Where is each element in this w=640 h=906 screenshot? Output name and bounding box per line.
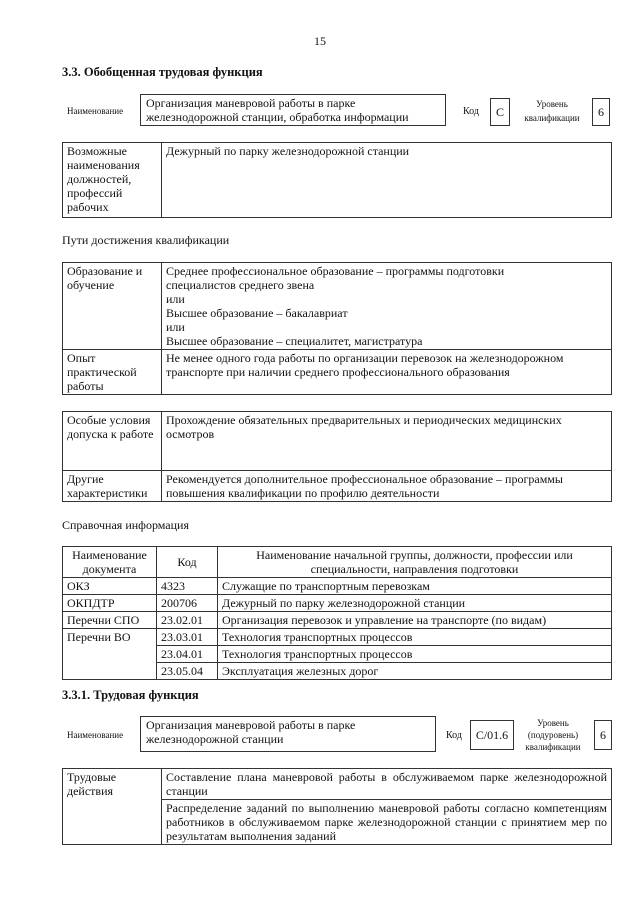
ref-doc: ОКЗ: [63, 578, 157, 595]
table-row: [63, 612, 612, 629]
fn-level-value: 6: [594, 720, 612, 750]
education-table: [62, 262, 612, 395]
level-label: Уровень квалификации: [524, 99, 580, 123]
other-label: Другие характеристики: [63, 471, 162, 502]
ref-code: 23.02.01: [157, 612, 218, 629]
code-label: Код: [463, 106, 479, 117]
fn-name-label: Наименование: [67, 730, 124, 740]
education-label: Образование и обучение: [63, 263, 162, 350]
ref-name: Технология транспортных процессов: [218, 646, 612, 663]
level-value: 6: [592, 98, 610, 126]
paths-heading: Пути достижения квалификации: [62, 233, 230, 247]
experience-value: Не менее одного года работы по организации перевозок на железнодорожном транспорте при наличии среднего профессионального образования: [162, 350, 612, 395]
ref-name: Дежурный по парку железнодорожной станции: [218, 595, 612, 612]
reference-table: [62, 546, 612, 680]
section-3-3-title: 3.3. Обобщенная трудовая функция: [62, 65, 263, 79]
fn-name-value: Организация маневровой работы в парке железнодорожной станции: [146, 718, 356, 746]
ref-doc: Перечни ВО: [63, 629, 157, 680]
positions-value: Дежурный по парку железнодорожной станции: [162, 143, 612, 218]
fn-code-label: Код: [446, 730, 462, 741]
ref-doc: ОКПДТР: [63, 595, 157, 612]
ref-code: 23.03.01: [157, 629, 218, 646]
ref-code: 23.04.01: [157, 646, 218, 663]
ref-name: Служащие по транспортным перевозкам: [218, 578, 612, 595]
fn-code-value: С/01.6: [470, 720, 514, 750]
labor-action-item: Составление плана маневровой работы в обслуживаемом парке железнодорожной станции: [162, 769, 612, 800]
special-label: Особые условия допуска к работе: [63, 412, 162, 471]
ref-code: 23.05.04: [157, 663, 218, 680]
name-value: Организация маневровой работы в парке железнодорожной станции, обработка информации: [146, 96, 409, 124]
experience-label: Опыт практической работы: [63, 350, 162, 395]
section-3-3-1-title: 3.3.1. Трудовая функция: [62, 688, 199, 702]
reference-heading: Справочная информация: [62, 518, 189, 532]
education-value: [162, 263, 612, 350]
education-line: Среднее профессиональное образование – программы подготовки: [166, 264, 505, 278]
table-row: [63, 595, 612, 612]
fn-level-label: Уровень (подуровень) квалификации: [525, 718, 581, 752]
table-row: [63, 629, 612, 646]
labor-actions-table: [62, 768, 612, 845]
education-line: Высшее образование – бакалавриат: [166, 306, 348, 320]
ref-code: 200706: [157, 595, 218, 612]
conditions-table: [62, 411, 612, 502]
fn-name-box: [140, 716, 436, 752]
labor-action-item: Распределение заданий по выполнению маневровой работы согласно компетенциям работников в обслуживаемом парке железнодорожной станции с принятием мер по результатам выполнения заданий: [162, 800, 612, 845]
name-label: Наименование: [67, 106, 124, 116]
education-line: Высшее образование – специалитет, магистратура: [166, 334, 423, 348]
positions-table: [62, 142, 612, 218]
ref-header-code: Код: [157, 547, 218, 578]
ref-header-doc: Наименование документа: [63, 547, 157, 578]
page-number: 15: [314, 34, 326, 48]
ref-name: Эксплуатация железных дорог: [218, 663, 612, 680]
ref-name: Технология транспортных процессов: [218, 629, 612, 646]
table-row: [63, 578, 612, 595]
ref-name: Организация перевозок и управление на транспорте (по видам): [218, 612, 612, 629]
ref-doc: Перечни СПО: [63, 612, 157, 629]
ref-code: 4323: [157, 578, 218, 595]
name-box: [140, 94, 446, 126]
positions-label: Возможные наименования должностей, профессий рабочих: [63, 143, 162, 218]
special-value: Прохождение обязательных предварительных и периодических медицинских осмотров: [162, 412, 612, 471]
labor-actions-label: Трудовые действия: [63, 769, 162, 845]
education-line: или: [166, 320, 185, 334]
ref-header-name: Наименование начальной группы, должности, профессии или специальности, направления подготовки: [218, 547, 612, 578]
code-value: С: [490, 98, 510, 126]
education-line: специалистов среднего звена: [166, 278, 315, 292]
other-value: Рекомендуется дополнительное профессиональное образование – программы повышения квалификации по профилю деятельности: [162, 471, 612, 502]
education-line: или: [166, 292, 185, 306]
